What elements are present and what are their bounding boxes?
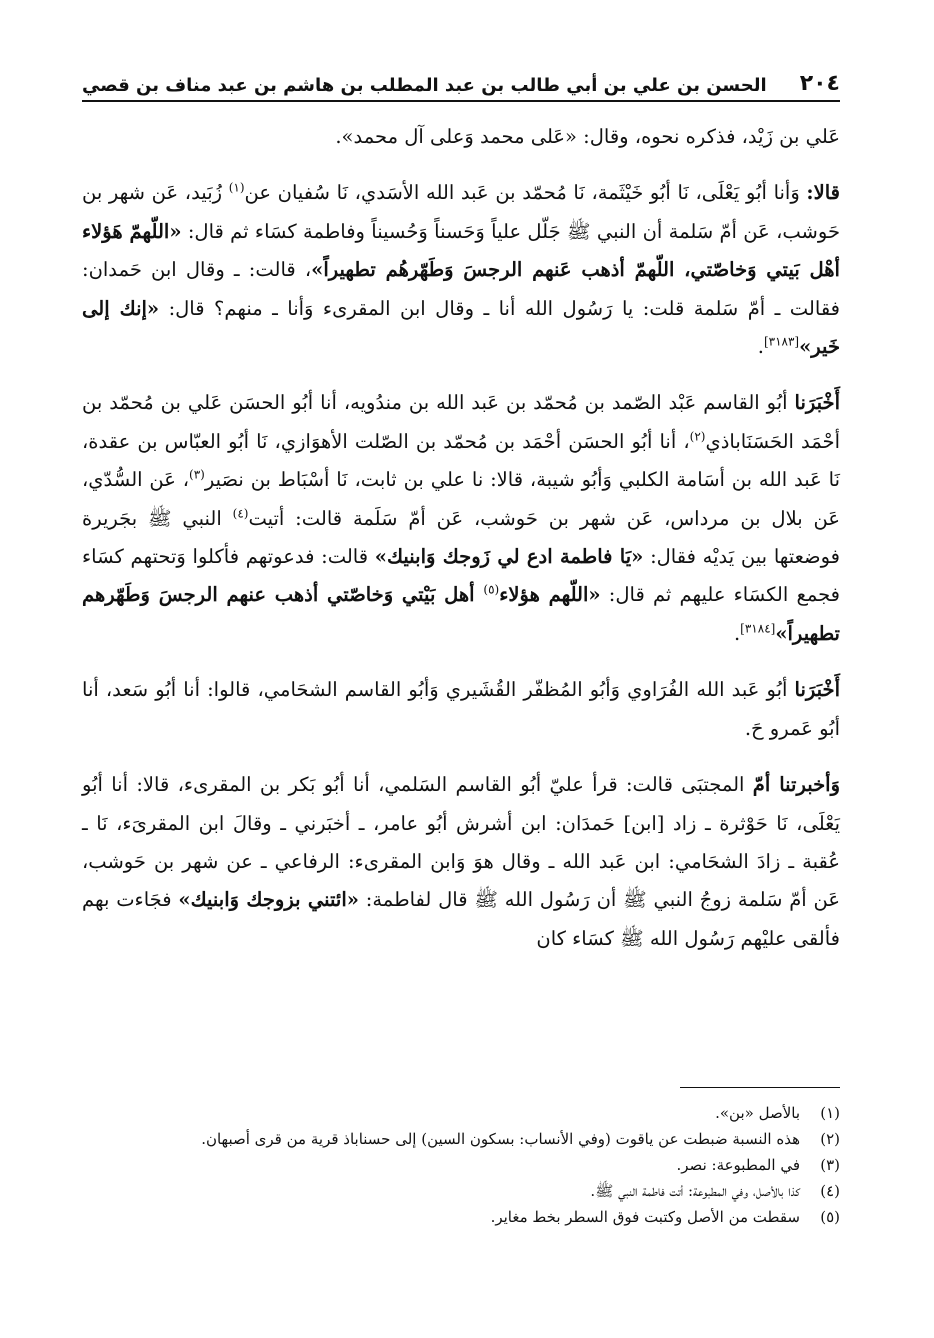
text-run: ، عَن السُّدّي، عَن بلال بن مرداس، عَن شهر بن حَوشب، عَن أمّ سَلَمة قالت: أتيت: [82, 468, 840, 530]
footnote-text: في المطبوعة: نصر.: [676, 1156, 800, 1174]
footnote: [82, 1100, 840, 1126]
footnote: [82, 1126, 840, 1152]
text-run: قالت: فدعوتهم فأكلوا وَتحتهم كسَاء فجمع الكسَاء عليهم ثم قال:: [82, 545, 841, 607]
text-run: فجَاءت بهم فألقى عليْهم رَسُول الله ﷺ كسَاء كان: [82, 888, 840, 950]
emphasis-text: أَخْبَرَنا: [794, 391, 840, 415]
footnote: [82, 1178, 840, 1204]
footnote-ref: (٤): [232, 506, 249, 521]
footnote-divider: [680, 1087, 840, 1088]
emphasis-text: قالا:: [806, 181, 841, 205]
page-header: [82, 56, 840, 96]
footnote-ref: (٣): [189, 467, 205, 482]
running-title: الحسن بن علي بن أبي طالب بن عبد المطلب بن هاشم بن عبد مناف بن قصي: [82, 75, 767, 96]
footnote-number: (٥): [820, 1208, 840, 1226]
footnote-ref: (٥): [483, 582, 500, 597]
footnote-text: سقطت من الأصل وكتبت فوق السطر بخط مغاير.: [490, 1208, 800, 1226]
footnotes: [82, 1100, 840, 1230]
emphasis-text: أهل بَيْتي وَخاصّتي أذهب عنهم الرجسَ وَطَهّرهم تطهيراً»: [82, 583, 840, 645]
footnote-number: (٣): [820, 1156, 840, 1174]
footnote-text: هذه النسبة ضبطت عن ياقوت (وفي الأنساب: بسكون السين) إلى حسناباذ قرية من قرى أصبهان.: [201, 1130, 800, 1148]
footnote-number: (٤): [820, 1182, 840, 1200]
emphasis-text: أَخْبَرَنا: [794, 678, 840, 702]
main-text: [82, 118, 840, 976]
emphasis-text: وَأخبرتنا أمّ: [752, 773, 840, 797]
footnote-ref: (١): [228, 180, 245, 195]
paragraph: [82, 174, 840, 366]
text-run: عَلي بن زَيْد، فذكره نحوه، وقال: «عَلى محمد وَعلى آل محمد».: [335, 125, 840, 148]
text-run: المجتبَى قالت: قرأ عليّ أبُو القاسم السَلمي، أنا أبُو بَكر بن المقرىء، قالا: أنا أبُو يَعْلَى، نَا حَوْثرة ـ زاد [ابن] حَمدَان: ابن أشرش أبُو عامر، ـ أخبَرني ـ وقالَ ابن المقرىَء، نَا ـ عُقبة ـ زادَ الشحَامي: ابن عَبد الله ـ وقال هوَ وَابن المقرىء: الرفاعي ـ عن شهر بن حَوشب، عَن أمّ سَلمة زوجُ النبي ﷺ أن رَسُول الله ﷺ قال لفاطمة:: [82, 773, 840, 912]
paragraph: [82, 118, 840, 156]
text-run: وَأنا أبُو يَعْلَى، نَا أبُو خَيْثَمة، نَا مُحمّد بن عَبد الله الأسَدي، نَا سُفيان عن: [244, 181, 807, 205]
text-run: أبُو عَبد الله الفُرَاوي وَأبُو المُظفّر القُشَيري وَأبُو القاسم الشحَامي، قالوا: أنا أبُو سَعد، أنا أبُو عَمرو حَ.: [82, 678, 840, 740]
text-run: .: [757, 335, 764, 359]
footnote-text: بالأصل «بن».: [715, 1104, 800, 1122]
footnote: [82, 1152, 840, 1178]
footnote-ref: [٣١٨٣]: [763, 334, 800, 349]
footnote-number: (٢): [820, 1130, 840, 1148]
text-run: .: [733, 621, 741, 645]
footnote-number: (١): [820, 1104, 840, 1122]
text-run: ، أنا أبُو الحسَن أحْمَد بن مُحمّد بن الصّلت الأهوَازي، نَا أبُو العبّاس بن عقدة، نَا عَبد الله بن أسَامة الكلبي وَأبُو شيبة، قالا: نا علي بن ثابت، نَا أسْبَاط بن نصَير: [82, 429, 841, 492]
header-divider: [82, 100, 840, 102]
footnote-ref: (٢): [689, 429, 706, 444]
footnote: [82, 1204, 840, 1230]
footnote-text: كذا بالأصل، وفي المطبوعة: أتت فاطمة النبي ﷺ.: [590, 1182, 800, 1200]
paragraph: [82, 671, 840, 748]
emphasis-text: «يَا فاطمة ادع لي زَوجك وَابنيك»: [374, 545, 644, 569]
text-run: النبي ﷺ بجَريرة فوضعتها بين يَديْه فقال:: [82, 506, 840, 569]
page-number: ٢٠٤: [799, 71, 840, 96]
emphasis-text: «إنك إلى خَير»: [82, 296, 840, 359]
emphasis-text: «اللّهمّ هَؤلاء أهْل بَيتي وَخاصّتي، اللّهمّ أذهب عَنهم الرجسَ وَطَهّرهُم تطهيراً»: [82, 219, 840, 282]
emphasis-text: «اللّهم هؤلاء: [499, 583, 601, 607]
text-run: ، قالت: ـ وقال ابن حَمدان: فقالت ـ أمّ سَلمة قلت: يا رَسُول الله أنا ـ وقال ابن المقرىء وَأنا ـ منهم؟ قال:: [82, 258, 841, 320]
emphasis-text: «ائتني بزوجك وَابنيك»: [178, 888, 359, 912]
footnote-ref: [٣١٨٤]: [740, 621, 776, 636]
paragraph: [82, 766, 840, 958]
paragraph: [82, 384, 840, 653]
text-run: أبُو القاسم عَبْد الصّمد بن مُحمّد بن عَبد الله بن مندُويه، أنا أبُو الحسَن عَلي بن مُحمّد بن أحْمَد الحَسَنَاباذي: [82, 391, 840, 453]
text-run: زُبَيد، عَن شهر بن حَوشب، عَن أمّ سَلمة أن النبي ﷺ جَلّل علياً وَحَسناً وَحُسيناً وفاطمة كسَاء ثم قال:: [82, 181, 841, 243]
